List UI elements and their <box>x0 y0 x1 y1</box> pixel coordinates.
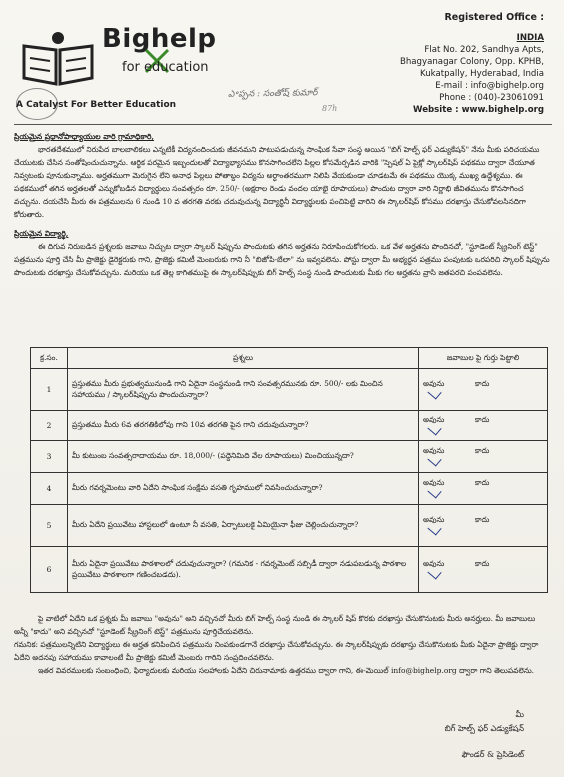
tagline: A Catalyst For Better Education <box>16 100 177 110</box>
table-row <box>31 369 548 411</box>
header-num: క్ర.సం. <box>31 348 68 369</box>
closing: మీ <box>515 710 524 719</box>
header-answer: జవాబుల పై గుర్తు పెట్టాలి <box>419 348 548 369</box>
row-question: మీరు ఏదైనా ప్రయివేటు పాఠశాలలో చదువుచున్నారా? (గమనిక - గవర్నమెంట్ సబ్సిడీ ద్వారా నడుపబడున్న పాఠశాల ప్రయివేటు పాఠశాలగా గణించబడదు). <box>68 547 419 593</box>
yes-option[interactable]: అవును <box>423 514 445 524</box>
handwritten-name: ఎ॰ప్పన : సంతోష్ కుమార్ <box>227 88 318 100</box>
row-answer <box>419 441 548 473</box>
row-num: 3 <box>31 441 68 473</box>
row-question: ప్రస్తుతము మీరు 6వ తరగతికిలోపు గాని 10వ తరగతి పైన గాని చదువుచున్నారా? <box>68 411 419 441</box>
greeting-student: ప్రియమైన విద్యార్థి, <box>14 229 69 238</box>
office-line1: Flat No. 202, Sandhya Apts, <box>424 45 544 55</box>
table-row <box>31 441 548 473</box>
office-country: INDIA <box>516 33 544 43</box>
row-answer <box>419 473 548 505</box>
registered-office <box>344 12 544 116</box>
brand-sub: for education <box>122 60 209 75</box>
yes-option[interactable]: అవును <box>423 477 445 487</box>
org-name: బిగ్ హెల్ప్ ఫర్ ఎడ్యుకేషన్ <box>444 724 524 733</box>
office-line2: Bhagyanagar Colony, Opp. KPHB, <box>399 57 544 67</box>
paragraph-5: ఇతర వివరములకు సంబంధించి, ఫిర్యాదులకు మరియు సలహాలకు ఏదేని చిరునామాకు ఉత్తరము ద్వారా గాని, ఈ-మెయిల్ info@bighelp.org ద్వారా గాని తెలుపవలెను. <box>38 666 535 675</box>
paragraph-2: ఈ దిగువ నిరుబడిన ప్రశ్నలకు జవాబు నిచ్చుట ద్వారా స్కాలర్ షిప్పును పొందుటకు తగిన అర్హతను నిరూపించుకోగలరు. ఒక వేళ అర్హతను పొందినచో, "స్టూడెంట్ స్క్రీనింగ్ టెస్ట్" పత్రమును పూర్తి చేసి మీ ప్రాజెక్టు డైరెక్టరుకు గాని, ప్రాజెక్టు కమిటీ మెంబరుకు గాని నీ "బిజోపి-బేలా" ను ఇవ్వవలెను. పోస్టు ద్వారా మీ అభ్యర్ధన పత్రము పంపుటకు ఒరపరిచి స్కాలర్ షిప్పును పొందుటకు దరఖాస్తు చేసుకోవచ్చును. మరియు ఒక తెల్ల కాగితముపై ఈ స్కాలర్‌షిప్పుకు బిగ్ హెల్ప్ సంస్థ నుండి పొందుటకు మీకు గల అర్హతను వ్రాసి జతపరచి పంపవలెను. <box>14 242 550 277</box>
row-question: మీ కుటుంబ సంవత్సరాదాయము రూ. 18,000/- (పద్దెనిమిది వేల రూపాయలు) మించియున్నదా? <box>68 441 419 473</box>
row-answer <box>419 505 548 547</box>
row-answer <box>419 547 548 593</box>
yes-option[interactable]: అవును <box>423 378 445 388</box>
paragraph-1: భారతదేశములో నిరుపేద బాలబాలికలు ఎన్నటికీ విద్యనందించుకు జీవనమని పాటుపడుచున్న సాంఘిక సేవా సంస్థ అయిన "బిగ్ హెల్ప్ ఫర్ ఎడ్యుకేషన్" నేను మీకు పరిచయము చేయుటకు చేసిన సంతోషించుచున్నాను. ఆర్థిక పరమైన ఇబ్బందులతో విద్యాభ్యాసము కొనసాగించలేని పిల్లల కోసమేర్పడిన వారికి "స్పెషల్ ఏ పైక్లో స్కాలర్‌షిప్ పథకము ద్వారా చేయూత నివ్వటంకు పూనుకున్నాము. అర్హతముగా మెరుగైన లేని అనాధ పిల్లలు పోతాబ్దం విద్యను అర్ధాంతరముగా నిలిపి వేయకుండా చూడటమే ఈ పథకము యొక్క ముఖ్య ఉద్దేశ్యము. ఈ పథకములో తగిన అర్హతలతో ఎన్నుకోబడిన విద్యార్థులు సంవత్సరం రూ. 250/- (అక్షరాల రెండు వందల యాభై రూపాయలు) పొందుట ద్వారా వారి నిర్ణాభి జీవితమును కొనసాగించ వచ్చును. దయచేసి మీరు ఈ పత్రములను 6 నుండి 10 వ తరగతి వరకు చదువుచున్న విద్యార్థినీ విద్యార్థులకు పంచిపెట్టి వారిని ఈ స్కాలర్‌షిప్ కోసము దరఖాస్తు చేసుకోవలసినదిగా కోరుతారు. <box>14 145 540 219</box>
header-divider <box>14 124 552 125</box>
paragraph-3: పై వాటిలో ఏదేని ఒక ప్రశ్నకు మీ జవాబు "అవును" అని వచ్చినచో మీరు బిగ్ హెల్ప్ సంస్థ నుండి ఈ స్కాలర్ షిప్ కొరకు దరఖాస్తు చేసుకొనుటకు మీరు అనర్హులు. మీ జవాబులు అన్నీ "కాదు" అని వచ్చినచో "స్టూడెంట్ స్క్రీనింగ్ టెస్ట్" పత్రమును పూర్తిచేయవలెను. <box>14 614 536 636</box>
yes-option[interactable]: అవును <box>423 445 445 455</box>
table-row <box>31 473 548 505</box>
signature-space <box>445 736 524 748</box>
no-option[interactable]: కాదు <box>475 558 490 568</box>
no-option[interactable]: కాదు <box>475 514 490 524</box>
yes-option[interactable]: అవును <box>423 558 445 568</box>
row-num: 2 <box>31 411 68 441</box>
salutation: ప్రియమైన ప్రధానోపాధ్యాయుల వారి గ్రామాధికారి, <box>14 132 155 141</box>
questions-table <box>30 347 548 593</box>
yes-option[interactable]: అవును <box>423 414 445 424</box>
row-num: 1 <box>31 369 68 411</box>
no-option[interactable]: కాదు <box>475 414 490 424</box>
office-line3: Kukatpally, Hyderabad, India <box>420 69 544 79</box>
row-num: 6 <box>31 547 68 593</box>
book-logo-icon <box>18 28 98 88</box>
office-website: Website : www.bighelp.org <box>413 105 544 115</box>
office-phone: Phone : (040)-23061091 <box>439 93 544 103</box>
office-heading: Registered Office : <box>444 12 544 23</box>
row-answer <box>419 411 548 441</box>
row-num: 5 <box>31 505 68 547</box>
paragraph-4: గమనిక: పత్రములన్నిటిని విద్యార్థులు ఈ అర్హత కనిపించిన పత్రమును నింపకుండగానే దరఖాస్తు చేసుకోవచ్చును. ఈ స్కాలర్‌షిప్పుకు దరఖాస్తు చేసుకొనుటకు మీకు ఏదైనా ప్రాజెక్టు ద్వారా ఏదేని అదనపు సహాయము కావాలంటే మీ ప్రాజెక్టు కమిటీ మెంబరు గారిని సంప్రదించవలెను. <box>14 640 539 662</box>
row-answer <box>419 369 548 411</box>
row-question: ప్రస్తుతము మీరు ప్రభుత్వమునుండి గాని ఏదైనా సంస్థనుండి గాని సంవత్సరమునకు రూ. 500/- లకు మించిన సహాయము / స్కాలర్‌షిప్పును పొందుచున్నారా? <box>68 369 419 411</box>
signature-block <box>445 708 524 762</box>
handwritten-mark: 87h <box>322 104 338 113</box>
letter-top <box>14 130 550 279</box>
signer-title: ఫౌండర్ & ప్రెసిడెంట్ <box>461 750 524 759</box>
no-option[interactable]: కాదు <box>475 378 490 388</box>
row-num: 4 <box>31 473 68 505</box>
office-email: E-mail : info@bighelp.org <box>435 81 544 91</box>
table-row <box>31 505 548 547</box>
no-option[interactable]: కాదు <box>475 477 490 487</box>
table-row <box>31 547 548 593</box>
letter-bottom <box>14 612 550 677</box>
row-question: మీరు ఏదేని ప్రయివేటు హాస్టలులో ఉంటూ నీ వసతి, ఏర్పాటులకై ఏమియైనా ఫీజు చెల్లించుచున్నారా? <box>68 505 419 547</box>
table-row <box>31 411 548 441</box>
brand-name: Bighelp <box>102 24 217 54</box>
table-header-row <box>31 348 548 369</box>
no-option[interactable]: కాదు <box>475 445 490 455</box>
row-question: మీరు గవర్నమెంటు వారి ఏదేని సాంఘిక సంక్షేమ వసతి గృహములో నివసించుచున్నారా? <box>68 473 419 505</box>
logo-area <box>14 10 217 120</box>
header-question: ప్రశ్నలు <box>68 348 419 369</box>
